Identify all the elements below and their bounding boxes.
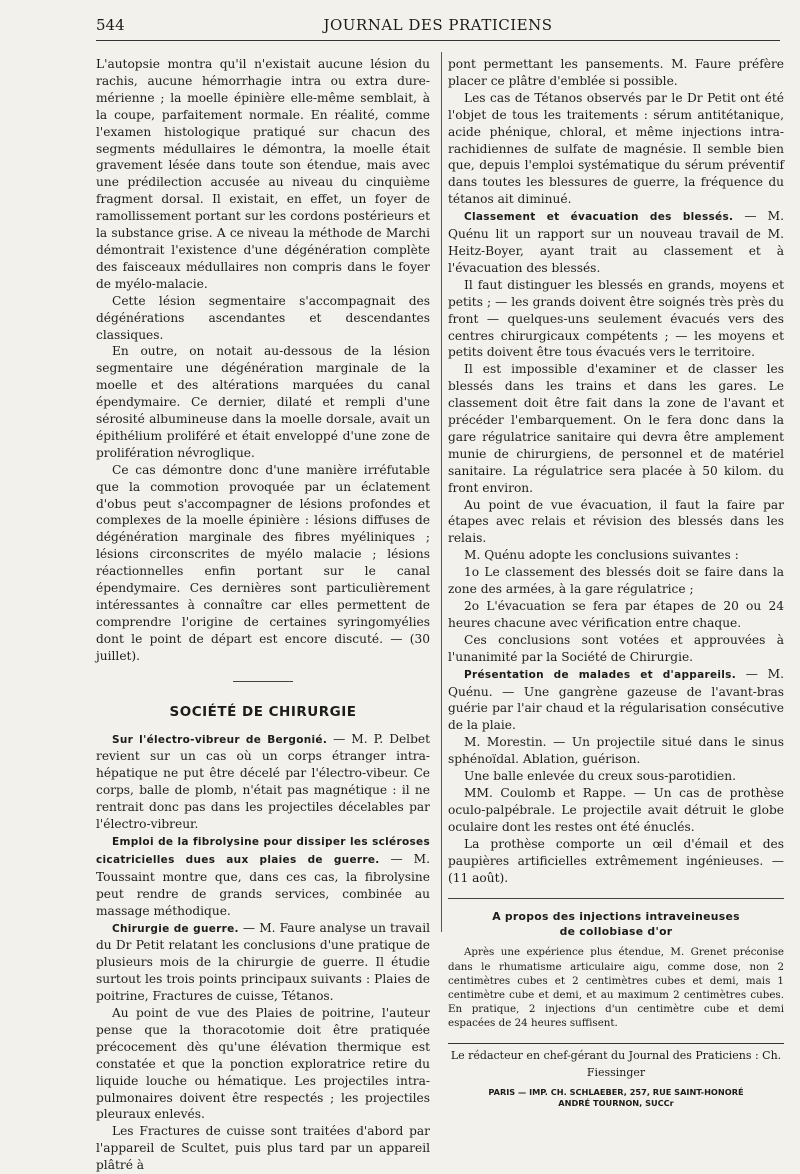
paragraph: Une balle enlevée du creux sous-parotidien. <box>464 769 736 784</box>
left-column <box>96 56 430 1174</box>
note-body <box>448 945 784 1030</box>
report-paragraph <box>448 208 784 277</box>
paragraph: Au point de vue des Plaies de poitrine, l'auteur pense que la thoracotomie doit être pratiquée précocement dès qu'une élévation thermique est constatée et que la ponction exploratrice retire du liquide louche ou hématique. Les projectiles intra-pulmonaires doivent être respectés ; les projectiles pleuraux enlevés. <box>96 1006 430 1122</box>
paragraph: Cette lésion segmentaire s'accompagnait des dégénérations ascendantes et descendantes classiques. <box>96 293 430 342</box>
paragraph: En outre, on notait au-dessous de la lésion segmentaire une dégénération marginale de la moelle et des altérations marquées du canal épendymaire. Ce dernier, dilaté et rempli d'une sérosité albumineuse dans la moelle dorsale, avait un épithélium proliféré et était enveloppé d'une zone de prolifération névroglique. <box>96 344 430 460</box>
paragraph: Il est impossible d'examiner et de classer les blessés dans les trains et dans les gares. Le classement doit être fait dans la zone de l'avant et précéder l'embarquement. On le fera donc dans la gare régulatrice sanitaire qui devra être amplement munie de chirurgiens, de personnel et de matériel sanitaire. La régulatrice sera placée à 50 kilom. du front environ. <box>448 362 784 495</box>
report-heading: Présentation de malades et d'appareils. <box>464 668 737 681</box>
report-text: — M. Faure analyse un travail du Dr Petit relatant les conclusions d'une pratique de plusieurs mois de la chirurgie de guerre. Il étudie surtout les trois points principaux suivants : Plaies de poitrine, Fractures de cuisse, Tétanos. <box>96 920 430 1004</box>
paragraph: M. Quénu adopte les conclusions suivantes : <box>464 548 739 563</box>
report-heading: Emploi de la fibrolysine pour dissiper les scléroses cicatricielles dues aux plaies de guerre. <box>96 835 430 866</box>
report-paragraph <box>96 731 430 833</box>
paragraph: Après une expérience plus étendue, M. Grenet préconise dans le rhumatisme articulaire aigu, comme dose, non 2 centimètres cubes et 2 centimètres cubes et demi, mais 1 centimètre cube et demi, et au maximum 2 centimètres cubes. En pratique, 2 injections d'un centimètre cube et demi espacées de 24 heures suffisent. <box>448 946 784 1030</box>
report-text: — M. P. Delbet revient sur un cas où un corps étranger intra-hépatique ne put être décelé par l'électro-vibeur. Ce corps, balle de plomb, n'était pas magnétique : il ne rentrait donc pas dans les projectiles décelables par l'électro-vibreur. <box>96 731 430 832</box>
printer-line: ANDRÉ TOURNON, SUCCr <box>558 1098 674 1109</box>
paragraph: 1o Le classement des blessés doit se faire dans la zone des armées, à la gare régulatrice ; <box>448 565 784 597</box>
header-rule <box>96 40 780 41</box>
paragraph: Ces conclusions sont votées et approuvées à l'unanimité par la Société de Chirurgie. <box>448 632 784 664</box>
footer-rule <box>448 1043 784 1044</box>
note-divider <box>448 898 784 899</box>
report-text: — M. Quénu. — Une gangrène gazeuse de l'avant-bras guérie par l'air chaud et la régularisation consécutive de la plaie. <box>448 666 784 733</box>
section-title: SOCIÉTÉ DE CHIRURGIE <box>169 703 357 720</box>
paragraph: Les cas de Tétanos observés par le Dr Petit ont été l'objet de tous les traitements : sérum antitétanique, acide phénique, chloral, et même injections intra-rachidiennes de sulfate de magnésie. Il semble bien que, depuis l'emploi systématique du sérum préventif dans toutes les blessures de guerre, la fréquence du tétanos ait diminué. <box>448 90 784 207</box>
paragraph: pont permettant les pansements. M. Faure préfère placer ce plâtre d'emblée si possible. <box>448 57 784 88</box>
section-divider <box>233 681 293 682</box>
report-text: — M. Toussaint montre que, dans ces cas, la fibrolysine peut rendre de grands services, combinée au massage méthodique. <box>96 851 430 918</box>
paragraph: Ce cas démontre donc d'une manière irréfutable que la commotion provoquée par un éclatement d'obus peut s'accompagner de lésions profondes et complexes de la moelle épinière : lésions diffuses de dégénération marginale des fibres myéliniques ; lésions circonscrites de myélo malacie ; lésions réactionnelles enfin portant sur le canal épendymaire. Ces dernières sont particulièrement intéressantes à connaître car elles permettent de comprendre l'origine de certaines syringomyélies dont le point de départ est encore discuté. — (30 juillet). <box>96 462 430 663</box>
paragraph: 2o L'évacuation se fera par étapes de 20 ou 24 heures chacune avec vérification entre chaque. <box>448 599 784 630</box>
paragraph: La prothèse comporte un œil d'émail et des paupières artificielles extrêmement ingénieuses. — (11 août). <box>448 836 784 885</box>
paragraph: MM. Coulomb et Rappe. — Un cas de prothèse oculo-palpébrale. Le projectile avait détruit le globe oculaire dont les restes ont été énuclés. <box>448 785 784 834</box>
note-title: A propos des injections intraveineuses <box>492 910 740 924</box>
report-paragraph <box>448 666 784 735</box>
paragraph: L'autopsie montra qu'il n'existait aucune lésion du rachis, aucune hémorrhagie intra ou extra dure-mérienne ; la moelle épinière elle-même semblait, à la coupe, parfaitement normale. En réalité, comme l'examen histologique pratiqué sur chacun des segments médullaires le démontra, la moelle était gravement lésée dans toute son étendue, mais avec une prédilection accusée au niveau du cinquième fragment dorsal. Il existait, en effet, un foyer de ramollissement portant sur les cordons postérieurs et la substance grise. A ce niveau la méthode de Marchi démontrait l'existence d'une dégénération complète des faisceaux médullaires non compris dans le foyer de myélo-malacie. <box>96 57 430 291</box>
report-text: — M. Quénu lit un rapport sur un nouveau travail de M. Heitz-Boyer, ayant trait au classement et à l'évacuation des blessés. <box>448 209 784 275</box>
note-title: de collobiase d'or <box>559 925 673 939</box>
journal-title: JOURNAL DES PRATICIENS <box>323 16 553 34</box>
printer-line: PARIS — IMP. CH. SCHLAEBER, 257, RUE SAINT-HONORÉ <box>488 1087 744 1098</box>
right-column <box>448 56 784 1109</box>
page-header <box>96 14 780 40</box>
paragraph: Au point de vue évacuation, il faut la faire par étapes avec relais et révision des blessés dans les relais. <box>448 497 784 546</box>
paragraph: M. Morestin. — Un projectile situé dans le sinus sphénoïdal. Ablation, guérison. <box>448 735 784 767</box>
page-number: 544 <box>96 16 125 34</box>
report-heading: Sur l'électro-vibreur de Bergonié. <box>112 733 328 746</box>
report-paragraph <box>96 920 430 1006</box>
paragraph: Les Fractures de cuisse sont traitées d'abord par l'appareil de Scultet, puis plus tard par un appareil plâtré à <box>96 1124 430 1173</box>
report-heading: Classement et évacuation des blessés. <box>464 211 734 224</box>
column-divider <box>441 52 442 932</box>
report-paragraph <box>96 833 430 920</box>
footer-printer <box>448 1087 784 1109</box>
report-heading: Chirurgie de guerre. <box>112 922 239 935</box>
paragraph: Il faut distinguer les blessés en grands, moyens et petits ; — les grands doivent être soignés très près du front — quelques-uns seulement évacués vers des centres chirurgicaux compétents ; — les moyens et petits doivent être tous évacués vers le territoire. <box>448 277 784 360</box>
footer-editor: Le rédacteur en chef-gérant du Journal des Praticiens : Ch. Fiessinger <box>450 1048 782 1079</box>
